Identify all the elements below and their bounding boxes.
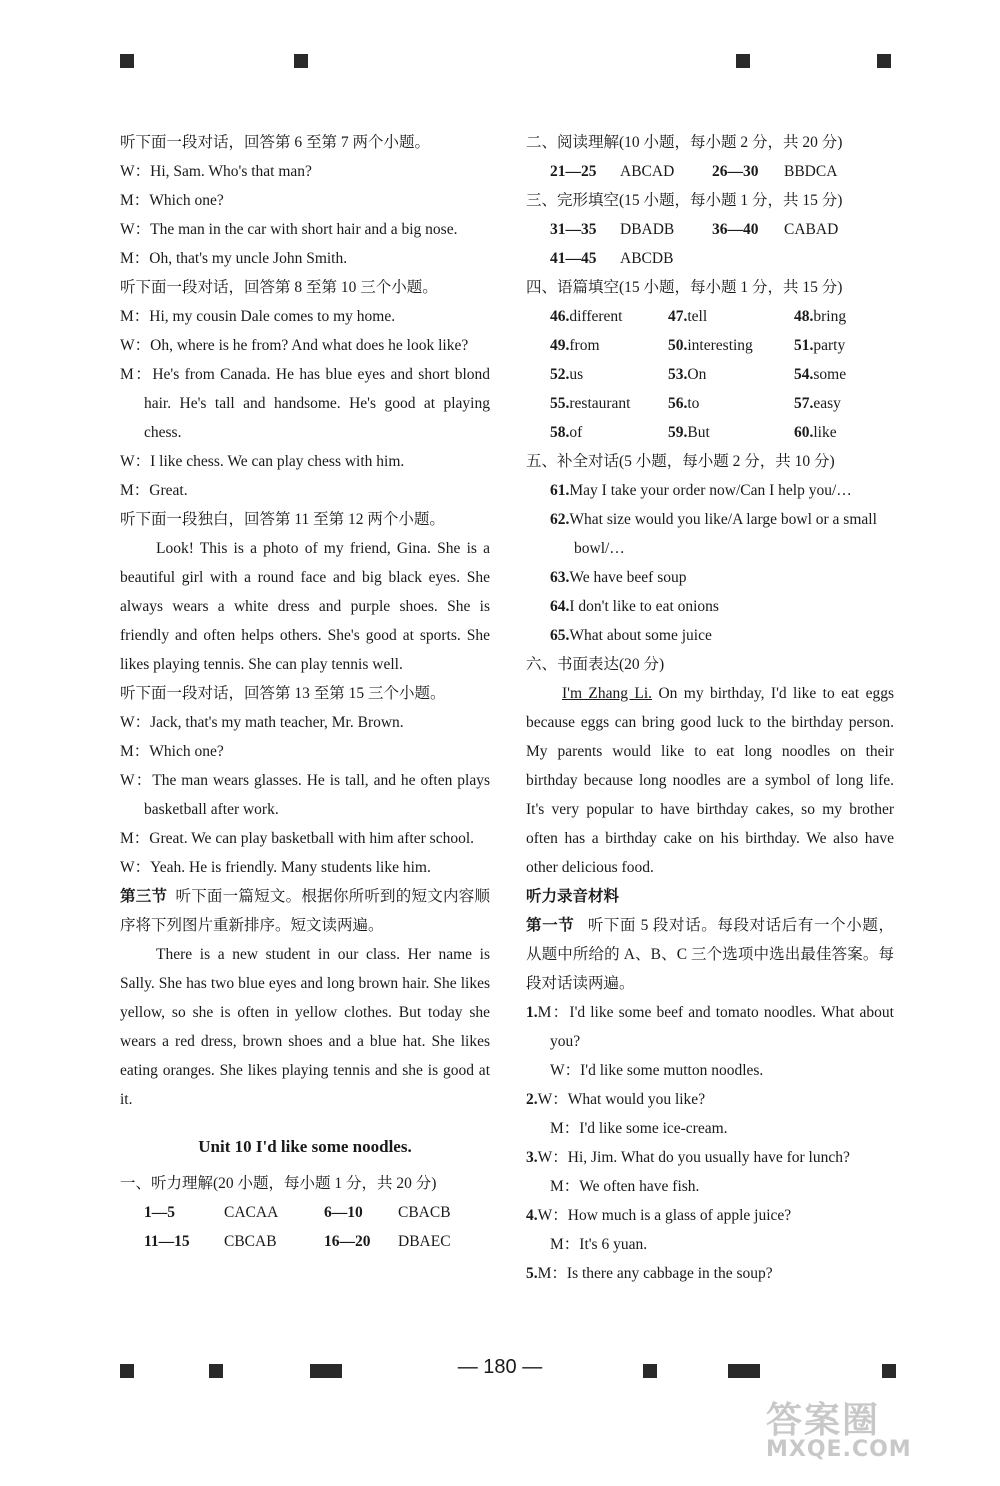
section-instruction: 听下面一篇短文。根据你所听到的短文内容顺序将下列图片重新排序。短文读两遍。 <box>120 888 490 934</box>
dialogue-answer: 64.I don't like to eat onions <box>550 598 719 615</box>
answer-key: 36—40 <box>712 221 759 238</box>
dialogue-line: M：Which one? <box>120 743 224 760</box>
registration-mark <box>882 1364 896 1378</box>
registration-mark <box>310 1364 342 1378</box>
answer-key: 11—15 <box>144 1233 190 1250</box>
answer-row <box>526 244 894 273</box>
right-column <box>526 128 894 1288</box>
cloze-answers <box>526 302 894 447</box>
registration-mark <box>736 54 750 68</box>
essay-paragraph: I'm Zhang Li. On my birthday, I'd like to eat eggs because eggs can bring good luck to the birthday person. My parents would like to eat long noodles on their birthday because long noodles are a symbol of long life. It's very popular to have birthday cakes, so my brother often has a birthday cake on his birthday. We also have other delicious food. <box>526 685 894 876</box>
section-heading: 六、书面表达(20 分) <box>526 656 665 673</box>
transcript-line: 2.W：What would you like? <box>526 1091 706 1108</box>
cloze-answer: 56.to <box>668 395 700 412</box>
instruction: 听下面一段独白，回答第 11 至第 12 两个小题。 <box>120 511 445 528</box>
registration-mark <box>209 1364 223 1378</box>
passage-paragraph: There is a new student in our class. Her name is Sally. She has two blue eyes and long brown hair. She likes yellow, so she is often in yellow clothes. But today she wears a red dress, brown shoes and a blue hat. She likes eating oranges. She likes playing tennis and she is good at it. <box>120 946 490 1108</box>
transcript-line: W：I'd like some mutton noodles. <box>550 1062 764 1079</box>
answer-key: 26—30 <box>712 163 759 180</box>
answer-key: 41—45 <box>550 250 597 267</box>
answer-key: 31—35 <box>550 221 597 238</box>
instruction: 听下面一段对话，回答第 8 至第 10 三个小题。 <box>120 279 438 296</box>
dialogue-line: W：Jack, that's my math teacher, Mr. Brown. <box>120 714 404 731</box>
dialogue-answer: 62.What size would you like/A large bowl or a small bowl/… <box>550 511 877 557</box>
transcript-line: 1.M：I'd like some beef and tomato noodles. What about you? <box>526 1004 894 1050</box>
listening-section: 第一节 听下面 5 段对话。每段对话后有一个小题，从题中所给的 A、B、C 三个选项中选出最佳答案。每段对话读两遍。 <box>526 917 894 992</box>
section-heading: 一、听力理解(20 小题，每小题 1 分，共 20 分) <box>120 1175 437 1192</box>
registration-mark <box>728 1364 760 1378</box>
answer-value: CACAA <box>224 1204 279 1221</box>
unit-title: Unit 10 I'd like some noodles. <box>198 1137 412 1156</box>
monologue-paragraph: Look! This is a photo of my friend, Gina. She is a beautiful girl with a round face and big black eyes. She always wears a white dress and purple shoes. She is friendly and often helps others. She's good at sports. She likes playing tennis. She can play tennis well. <box>120 540 490 673</box>
section-heading: 四、语篇填空(15 小题，每小题 1 分，共 15 分) <box>526 279 843 296</box>
answer-value: DBADB <box>620 221 675 238</box>
cloze-answer: 48.bring <box>794 308 847 325</box>
transcript-line: 5.M：Is there any cabbage in the soup? <box>526 1265 773 1282</box>
dialogue-line: M：Which one? <box>120 192 224 209</box>
transcript-line: M：We often have fish. <box>550 1178 700 1195</box>
answer-value: CBCAB <box>224 1233 277 1250</box>
dialogue-line: W：Yeah. He is friendly. Many students like him. <box>120 859 431 876</box>
cloze-answer: 57.easy <box>794 395 841 412</box>
section-heading: 三、完形填空(15 小题，每小题 1 分，共 15 分) <box>526 192 843 209</box>
dialogue-answer: 65.What about some juice <box>550 627 712 644</box>
transcript-line: 4.W：How much is a glass of apple juice? <box>526 1207 792 1224</box>
section-heading: 二、阅读理解(10 小题，每小题 2 分，共 20 分) <box>526 134 843 151</box>
dialogue-line: M：He's from Canada. He has blue eyes and short blond hair. He's tall and handsome. He's good at playing chess. <box>120 366 490 441</box>
dialogue-line: W：Hi, Sam. Who's that man? <box>120 163 312 180</box>
cloze-answer: 51.party <box>794 337 846 354</box>
listening-title: 听力录音材料 <box>526 888 620 905</box>
answer-row <box>526 215 894 244</box>
cloze-answer: 50.interesting <box>668 337 753 354</box>
answer-key: 1—5 <box>144 1204 175 1221</box>
registration-mark <box>877 54 891 68</box>
dialogue-line: M：Great. <box>120 482 188 499</box>
section-label: 第三节 <box>120 888 168 905</box>
cloze-answer: 53.On <box>668 366 707 383</box>
instruction: 听下面一段对话，回答第 13 至第 15 三个小题。 <box>120 685 446 702</box>
watermark-logo: 答案圈 <box>766 1400 881 1441</box>
cloze-answer: 60.like <box>794 424 837 441</box>
answer-row <box>120 1227 490 1256</box>
cloze-answer: 46.different <box>550 308 623 325</box>
cloze-answer: 49.from <box>550 337 600 354</box>
dialogue-line: M：Great. We can play basketball with him after school. <box>120 830 475 847</box>
cloze-answer: 59.But <box>668 424 710 441</box>
dialogue-line: W：Oh, where is he from? And what does he look like? <box>120 337 469 354</box>
registration-mark <box>294 54 308 68</box>
cloze-answer: 47.tell <box>668 308 708 325</box>
answer-value: ABCDB <box>620 250 674 267</box>
dialogue-line: W：The man in the car with short hair and a big nose. <box>120 221 458 238</box>
registration-mark <box>643 1364 657 1378</box>
watermark <box>766 1392 976 1472</box>
cloze-answer: 54.some <box>794 366 847 383</box>
answer-row <box>526 157 894 186</box>
answer-row <box>120 1198 490 1227</box>
section-three <box>120 882 490 940</box>
dialogue-answer: 63.We have beef soup <box>550 569 687 586</box>
transcript-line: M：I'd like some ice-cream. <box>550 1120 728 1137</box>
cloze-answer: 55.restaurant <box>550 395 631 412</box>
answer-key: 21—25 <box>550 163 597 180</box>
dialogue-line: M：Hi, my cousin Dale comes to my home. <box>120 308 396 325</box>
registration-mark <box>120 54 134 68</box>
dialogue-line: W：I like chess. We can play chess with him. <box>120 453 405 470</box>
watermark-url: MXQE.COM <box>766 1437 912 1462</box>
transcript-line: M：It's 6 yuan. <box>550 1236 648 1253</box>
instruction: 听下面一段对话，回答第 6 至第 7 两个小题。 <box>120 134 431 151</box>
answer-value: DBAEC <box>398 1233 451 1250</box>
cloze-answer: 58.of <box>550 424 583 441</box>
cloze-answer: 52.us <box>550 366 584 383</box>
answer-value: CBACB <box>398 1204 451 1221</box>
dialogue-answer: 61.May I take your order now/Can I help you/… <box>550 482 852 499</box>
answer-value: ABCAD <box>620 163 675 180</box>
registration-mark <box>120 1364 134 1378</box>
answer-key: 16—20 <box>324 1233 371 1250</box>
page-number: — 180 — <box>457 1356 543 1378</box>
answer-value: CABAD <box>784 221 839 238</box>
dialogue-line: M：Oh, that's my uncle John Smith. <box>120 250 348 267</box>
answer-key: 6—10 <box>324 1204 363 1221</box>
dialogue-line: W：The man wears glasses. He is tall, and he often plays basketball after work. <box>120 772 490 818</box>
section-heading: 五、补全对话(5 小题，每小题 2 分，共 10 分) <box>526 453 835 470</box>
left-column <box>120 128 490 1256</box>
transcript-line: 3.W：Hi, Jim. What do you usually have for lunch? <box>526 1149 850 1166</box>
answer-value: BBDCA <box>784 163 838 180</box>
